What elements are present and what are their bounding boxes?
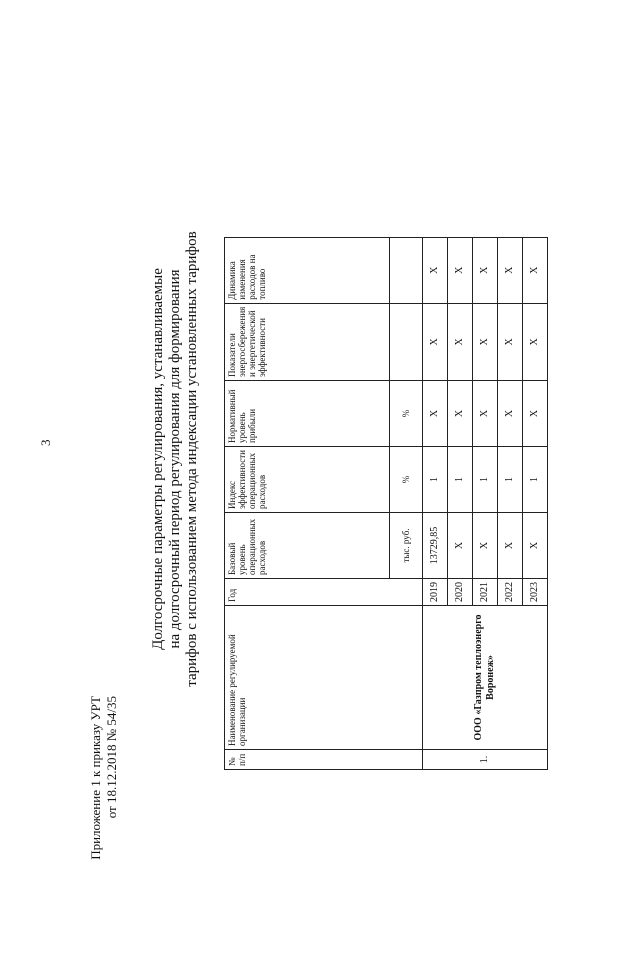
cell-fuel-dynamics: X [473, 237, 498, 303]
cell-efficiency-index: 1 [423, 447, 448, 513]
cell-year: 2022 [498, 579, 523, 606]
header-base-opex: Базовый уровень операционных расходов [225, 513, 390, 579]
cell-base-opex: X [473, 513, 498, 579]
organization-name: ООО «Газпром теплоэнерго Воронеж» [423, 606, 548, 750]
cell-base-opex: X [523, 513, 548, 579]
title-line-1: Долгосрочные параметры регулирования, устанавливаемые [150, 268, 166, 650]
header-efficiency-index: Индекс эффективности операционных расходов [225, 447, 390, 513]
cell-efficiency-index: 1 [448, 447, 473, 513]
header-profit-level: Нормативный уровень прибыли [225, 381, 390, 447]
appendix-reference [88, 696, 120, 956]
title-line-3: тарифов с использованием метода индексации установленных тарифов [184, 231, 200, 687]
header-energy-saving: Показатели энергосбережения и энергетической эффективности [225, 303, 390, 380]
cell-base-opex: X [448, 513, 473, 579]
header-organization: Наименование регулируемой организации [225, 606, 423, 750]
page-number: 3 [38, 439, 53, 446]
header-number: № п/п [225, 750, 423, 770]
cell-profit-level: X [473, 381, 498, 447]
cell-year: 2021 [473, 579, 498, 606]
appendix-line-1: Приложение 1 к приказу УРТ [88, 696, 103, 860]
cell-fuel-dynamics: X [448, 237, 473, 303]
cell-efficiency-index: 1 [523, 447, 548, 513]
cell-year: 2023 [523, 579, 548, 606]
cell-profit-level: X [498, 381, 523, 447]
cell-energy-saving: X [423, 303, 448, 380]
cell-fuel-dynamics: X [423, 237, 448, 303]
cell-profit-level: X [523, 381, 548, 447]
cell-year: 2020 [448, 579, 473, 606]
cell-profit-level: X [448, 381, 473, 447]
cell-fuel-dynamics: X [523, 237, 548, 303]
unit-energy-saving [390, 303, 423, 380]
cell-profit-level: X [423, 381, 448, 447]
parameters-table [224, 237, 548, 770]
cell-fuel-dynamics: X [498, 237, 523, 303]
table-row [423, 237, 448, 769]
appendix-line-2: от 18.12.2018 № 54/35 [104, 696, 119, 819]
cell-efficiency-index: 1 [498, 447, 523, 513]
cell-energy-saving: X [498, 303, 523, 380]
cell-energy-saving: X [448, 303, 473, 380]
row-number: 1. [423, 750, 548, 770]
cell-energy-saving: X [473, 303, 498, 380]
cell-efficiency-index: 1 [473, 447, 498, 513]
cell-base-opex: 13729,85 [423, 513, 448, 579]
header-fuel-dynamics: Динамика изменения расходов на топливо [225, 237, 390, 303]
unit-base-opex: тыс. руб. [390, 513, 423, 579]
unit-fuel-dynamics [390, 237, 423, 303]
cell-year: 2019 [423, 579, 448, 606]
cell-energy-saving: X [523, 303, 548, 380]
document-title [150, 199, 201, 719]
header-year: Год [225, 579, 423, 606]
cell-base-opex: X [498, 513, 523, 579]
table-header-row [225, 237, 390, 769]
unit-profit-level: % [390, 381, 423, 447]
title-line-2: на долгосрочный период регулирования для формирования [167, 269, 183, 649]
unit-efficiency-index: % [390, 447, 423, 513]
